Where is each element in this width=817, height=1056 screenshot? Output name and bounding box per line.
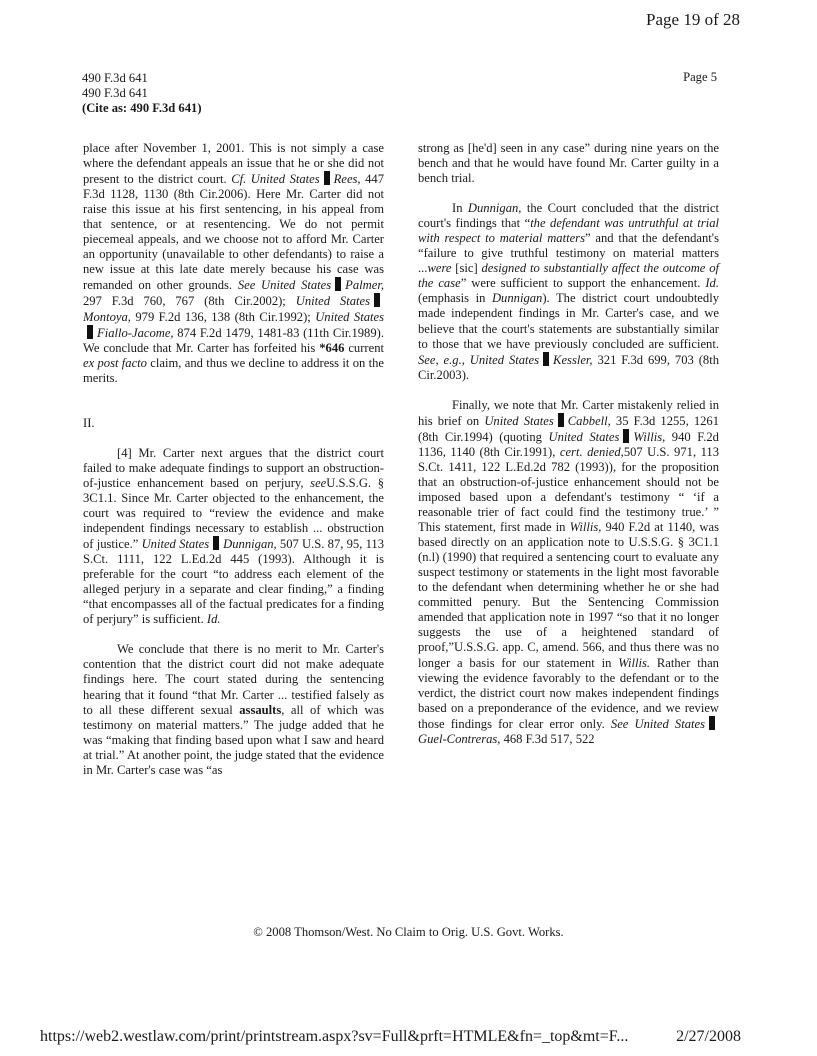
opinion-paragraph xyxy=(418,201,719,383)
keycite-flag-icon[interactable] xyxy=(543,352,549,366)
copyright-footer: © 2008 Thomson/West. No Claim to Orig. U.S. Govt. Works. xyxy=(253,925,564,939)
case-citation-text: United States xyxy=(548,429,620,444)
body-text: ). The district court undoubtedly made independent findings in Mr. Carter's case, and we believe that the court's statements are substantially similar to those that we have previously concluded are sufficient. xyxy=(418,291,719,351)
opinion-paragraph xyxy=(83,642,384,777)
body-text: Rather than viewing the evidence favorably to the defendant or to the verdict, the district court now makes independent findings based on a preponderance of the evidence, and we review those findings for clear error only. xyxy=(418,655,719,731)
case-citation-text: Dunnigan, xyxy=(467,201,522,216)
case-citation-text: Willis. xyxy=(618,655,651,670)
body-text: [sic] xyxy=(451,261,482,276)
body-text: In xyxy=(452,201,468,216)
paragraph-gap xyxy=(83,401,384,416)
body-text: 507 U.S. 971, 113 S.Ct. 1411, 122 L.Ed.2d 782 (1993)), for the proposition that an obstruction-of-justice enhancement should not be imposed based upon a defendant's testimony “ ‘if a reasonable trier of fact could find the testimony true.’ ” This statement, first made in xyxy=(418,444,720,535)
body-text: U.S.S.G. § 3C1.1. Since Mr. Carter objected to the enhancement, the court was required to “review the evidence and make independent findings necessary to establish ... obstruction of justice.” xyxy=(83,475,384,552)
citation-line: 490 F.3d 641 xyxy=(82,86,148,100)
body-text: We conclude that there is no merit to Mr. Carter's contention that the district court did not make adequate findings here. The court stated during the sentencing hearing that it found “that Mr. Carter ... testified falsely as to all these different sexual xyxy=(83,642,384,717)
body-text: assaults xyxy=(239,702,282,717)
body-text: ” and that the defendant's “failure to give truthful testimony on material matters ... xyxy=(418,231,719,276)
print-url[interactable]: https://web2.westlaw.com/print/printstream.aspx?sv=Full&prft=HTMLE&fn=_top&mt=F... xyxy=(40,1028,629,1045)
keycite-flag-icon[interactable] xyxy=(213,536,219,550)
case-citation-text: Willis, xyxy=(633,429,666,444)
case-citation-text: Id. xyxy=(705,276,719,291)
body-text: current xyxy=(344,340,384,355)
case-citation-text: designed to substantially affect the outcome of the case xyxy=(418,261,719,291)
body-text: [4] Mr. Carter next argues that the district court failed to make adequate findings to support an obstruction-of-justice enhancement based on perjury, xyxy=(83,445,384,490)
citation-line: 490 F.3d 641 xyxy=(82,71,148,85)
case-citation-text: Cabbell, xyxy=(567,413,611,428)
citation-block xyxy=(82,71,202,116)
keycite-flag-icon[interactable] xyxy=(324,171,330,185)
case-citation-text: Fiallo-Jacome, xyxy=(97,325,174,340)
case-citation-text: Dunnigan, xyxy=(223,537,277,552)
case-citation-text: ex post facto xyxy=(83,355,147,370)
body-text: 874 F.2d 1479, 1481-83 (11th Cir.1989). We conclude that Mr. Carter has forfeited his xyxy=(83,325,384,355)
body-text: , all of which was testimony on material matters.” The judge added that he was “making that finding based upon what I saw and heard at trial.” At another point, the judge stated that the evidence in Mr. Carter's case was “as xyxy=(83,702,384,777)
body-text: 979 F.2d 136, 138 (8th Cir.1992); xyxy=(130,309,316,324)
right-column xyxy=(418,141,719,747)
body-text: 940 F.2d at 1140, was based directly on an application note to U.S.S.G. § 3C1.1 (n.l) (1990) that required a sentencing court to evaluate any suspect testimony or statements in the light most favorable to the defendant when determining whether he or she had committed penury. But the Sentencing Commission amended that application note in 1997 “so that it no longer suggests the use of a heightened standard of proof,”U.S.S.G. app. C, amend. 566, and thus there was no longer a basis for our statement in xyxy=(418,520,719,670)
paragraph-gap xyxy=(418,186,719,201)
body-text: place after November 1, 2001. This is not simply a case where the defendant appeals an issue that he or she did not present to the district court. xyxy=(83,141,384,187)
case-citation-text: United States xyxy=(295,294,370,309)
keycite-flag-icon[interactable] xyxy=(558,413,564,427)
body-text: 507 U.S. 87, 95, 113 S.Ct. 1111, 122 L.Ed.2d 445 (1993). Although it is preferable for the court “to address each element of the alleged perjury in a separate and clear finding,” a finding “that encompasses all of the factual predicates for a finding of perjury” is sufficient. xyxy=(83,537,385,627)
cite-as-line: (Cite as: 490 F.3d 641) xyxy=(82,101,202,115)
body-text: claim, and thus we decline to address it on the merits. xyxy=(83,355,384,385)
body-text: ” were sufficient to support the enhancement. xyxy=(460,276,706,291)
case-citation-text: cert. denied, xyxy=(559,444,624,459)
opinion-paragraph xyxy=(83,446,384,628)
paragraph-gap xyxy=(418,383,719,398)
case-citation-text: United States xyxy=(484,413,554,428)
opinion-paragraph xyxy=(418,398,719,747)
case-citation-text: see xyxy=(310,475,327,490)
section-heading: II. xyxy=(83,415,95,430)
case-citation-text: See United States xyxy=(237,278,332,293)
page-number: Page 5 xyxy=(683,70,717,84)
case-citation-text: were xyxy=(427,261,452,276)
body-text: 468 F.3d 517, 522 xyxy=(500,731,595,746)
left-column xyxy=(83,141,384,778)
case-citation-text: Cf. United States xyxy=(231,172,320,187)
body-text: (emphasis in xyxy=(418,291,492,306)
body-text: 297 F.3d 760, 767 (8th Cir.2002); xyxy=(83,294,296,309)
body-text: 447 F.3d 1128, 1130 (8th Cir.2006). Here Mr. Carter did not raise this issue at his first sentencing, in his appeal from that sentence, or at resentencing. We do not permit piecemeal appeals, and we choose not to afford Mr. Carter an opportunity (unavailable to other defendants) to raise a new issue at this late date merely because his case was remanded on other grounds. xyxy=(83,172,384,293)
case-citation-text: the defendant was untruthful at trial with respect to material matters xyxy=(418,216,719,246)
keycite-flag-icon[interactable] xyxy=(87,325,93,339)
case-citation-text: See United States xyxy=(610,716,705,731)
body-text: Finally, we note that Mr. Carter mistakenly relied in his brief on xyxy=(418,397,719,428)
keycite-flag-icon[interactable] xyxy=(709,716,715,730)
case-citation-text: See, e.g., United States xyxy=(418,352,540,367)
opinion-paragraph xyxy=(418,141,719,186)
body-text: 940 F.2d 1136, 1140 (8th Cir.1991), xyxy=(418,429,719,459)
case-citation-text: United States xyxy=(141,537,210,552)
case-citation-text: Dunnigan xyxy=(491,291,543,306)
keycite-flag-icon[interactable] xyxy=(335,277,341,291)
paragraph-gap xyxy=(83,627,384,642)
body-text: *646 xyxy=(319,340,345,355)
body-text: 35 F.3d 1255, 1261 (8th Cir.1994) (quoting xyxy=(418,413,720,444)
case-citation-text: Willis, xyxy=(569,520,602,535)
case-citation-text: Montoya, xyxy=(83,309,131,324)
body-text: strong as [he'd] seen in any case” during nine years on the bench and that he would have found Mr. Carter guilty in a bench trial. xyxy=(418,141,719,186)
keycite-flag-icon[interactable] xyxy=(374,293,380,307)
case-citation-text: United States xyxy=(315,309,384,324)
body-text: 321 F.3d 699, 703 (8th Cir.2003). xyxy=(418,352,719,382)
case-citation-text: Id. xyxy=(206,612,221,627)
page-of-indicator: Page 19 of 28 xyxy=(646,10,740,29)
keycite-flag-icon[interactable] xyxy=(623,429,629,443)
print-date: 2/27/2008 xyxy=(676,1028,741,1045)
case-citation-text: Rees, xyxy=(333,172,361,187)
paragraph-gap xyxy=(83,386,384,401)
case-citation-text: Guel-Contreras, xyxy=(418,731,501,746)
paragraph-gap xyxy=(83,431,384,446)
opinion-paragraph xyxy=(83,141,384,386)
body-text: the Court concluded that the district court's findings that “ xyxy=(418,201,719,231)
case-citation-text: Palmer, xyxy=(345,278,384,293)
case-citation-text: Kessler, xyxy=(553,352,593,367)
